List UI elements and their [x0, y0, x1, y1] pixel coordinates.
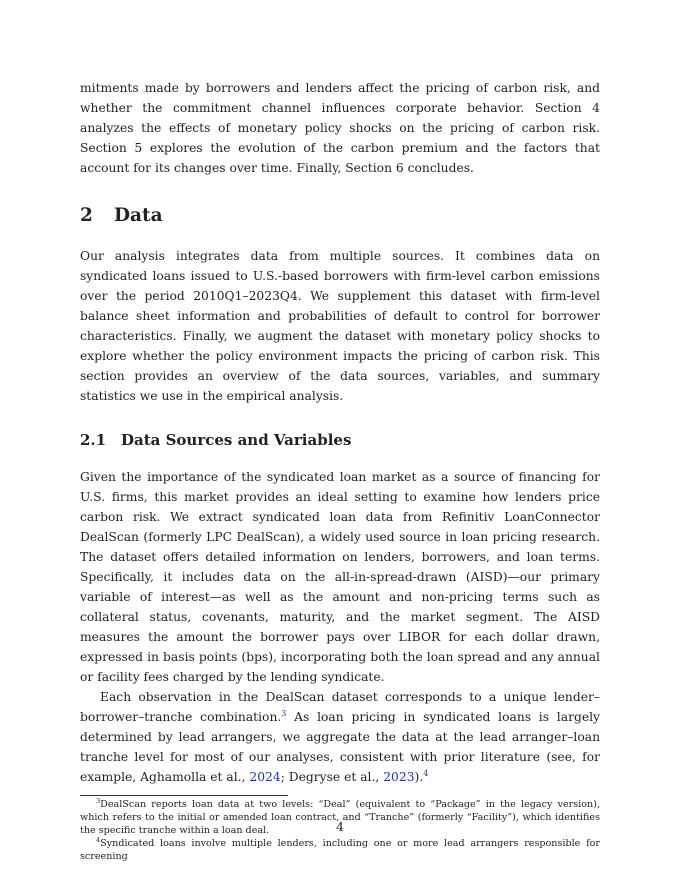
footnote-rule: [80, 795, 288, 796]
page-number: 4: [336, 820, 344, 834]
footnote-mark: 4: [96, 835, 101, 844]
footnote-4: [80, 837, 600, 863]
paragraph-2-text-3: ; Degryse et al.,: [280, 770, 384, 784]
section-title: Data: [114, 205, 163, 226]
citation-link-degryse[interactable]: 2023: [383, 770, 415, 784]
subsection-number: 2.1: [80, 431, 107, 449]
footnote-text: DealScan reports loan data at two levels: “Deal” (equivalent to “Package” in the legacy version), which refers to the initial or amended loan contract, and “Tranche” (formerly “Facility”), which identifies the specific tranche within a loan deal.: [80, 799, 600, 836]
page-body: [80, 78, 600, 863]
subsection-heading: [80, 430, 600, 450]
subsection-title: Data Sources and Variables: [121, 431, 352, 449]
section-number: 2: [80, 205, 93, 226]
citation-link-aghamolla[interactable]: 2024: [249, 770, 281, 784]
paragraph-2-text-1: Each observation in the DealScan dataset corresponds to a unique lender–borrower–tranche combination.: [80, 690, 600, 724]
section-paragraph: Our analysis integrates data from multiple sources. It combines data on syndicated loans issued to U.S.-based borrowers with firm-level carbon emissions over the period 2010Q1–2023Q4. We supplement this dataset with firm-level balance sheet information and probabilities of default to control for borrower characteristics. Finally, we augment the dataset with monetary policy shocks to explore whether the policy environment impacts the pricing of carbon risk. This section provides an overview of the data sources, variables, and summary statistics we use in the empirical analysis.: [80, 249, 600, 403]
footnote-text: Syndicated loans involve multiple lenders, including one or more lead arrangers responsible for screening: [80, 838, 600, 862]
paragraph-2-text-4: ).: [414, 770, 424, 784]
footnote-mark: 3: [96, 796, 101, 805]
footnote-ref-3[interactable]: 3: [281, 708, 287, 718]
footnote-ref-4[interactable]: 4: [423, 768, 429, 778]
subsection-paragraph-2: [80, 687, 600, 787]
section-heading: [80, 204, 600, 228]
intro-paragraph: mitments made by borrowers and lenders affect the pricing of carbon risk, and whether the commitment channel influences corporate behavior. Section 4 analyzes the effects of monetary policy shocks on the pricing of carbon risk. Section 5 explores the evolution of the carbon premium and the factors that account for its changes over time. Finally, Section 6 concludes.: [80, 81, 600, 175]
subsection-paragraph-1: Given the importance of the syndicated loan market as a source of financing for U.S. firms, this market provides an ideal setting to examine how lenders price carbon risk. We extract syndicated loan data from Refinitiv LoanConnector DealScan (formerly LPC DealScan), a widely used source in loan pricing research. The dataset offers detailed information on lenders, borrowers, and loan terms. Specifically, it includes data on the all-in-spread-drawn (AISD)—our primary variable of interest—as well as the amount and non-pricing terms such as collateral status, covenants, maturity, and the market segment. The AISD measures the amount the borrower pays over LIBOR for each dollar drawn, expressed in basis points (bps), incorporating both the loan spread and any annual or facility fees charged by the lending syndicate.: [80, 470, 600, 684]
paragraph-2-text-2: As loan pricing in syndicated loans is largely determined by lead arrangers, we aggregate the data at the lead arranger–loan tranche level for most of our analyses, consistent with prior literature (see, for example, Aghamolla et al.,: [80, 710, 600, 784]
